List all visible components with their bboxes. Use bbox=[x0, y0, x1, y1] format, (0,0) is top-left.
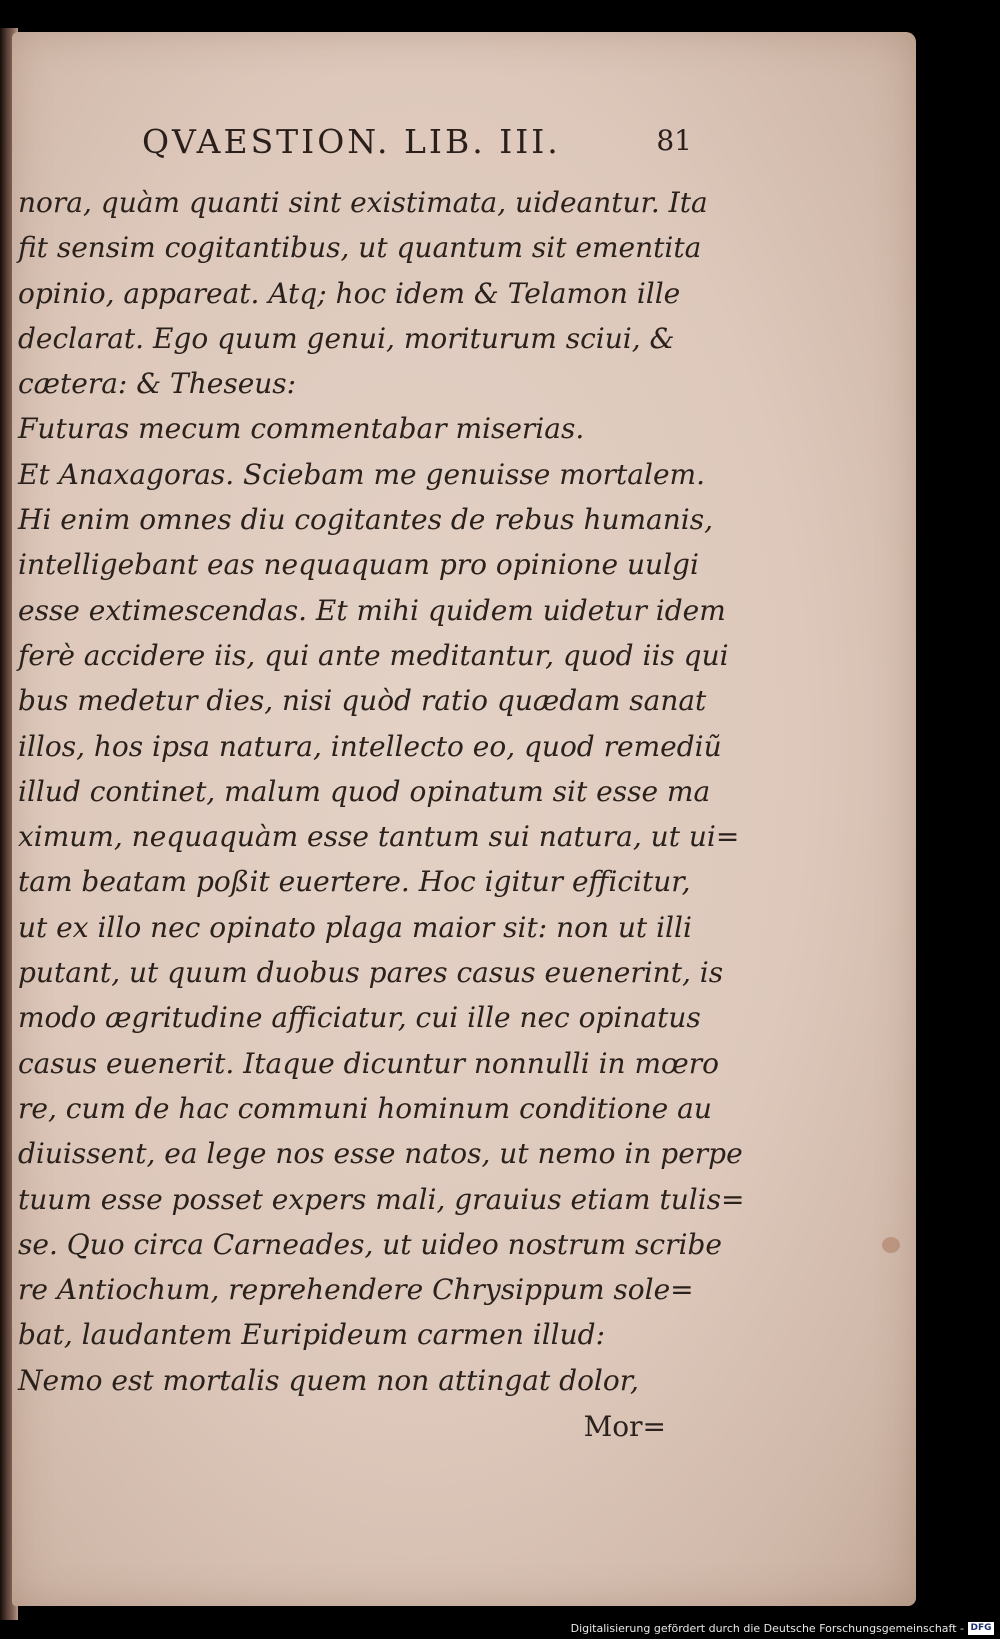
text-line: se. Quo circa Carneades, ut uideo nostrum scribe bbox=[18, 1227, 722, 1261]
text-line: intelligebant eas nequaquam pro opinione uulgi bbox=[18, 548, 699, 582]
text-line: opinio, appareat. Atq; hoc idem & Telamon ille bbox=[18, 276, 681, 310]
text-line: illud continet, malum quod opinatum sit esse ma bbox=[18, 774, 711, 808]
text-line: casus euenerit. Itaque dicuntur nonnulli in mœro bbox=[18, 1046, 719, 1080]
paper-stain bbox=[882, 1237, 900, 1253]
text-line: fit sensim cogitantibus, ut quantum sit ementita bbox=[18, 231, 702, 265]
dfg-logo: DFG bbox=[968, 1622, 994, 1635]
text-line: declarat. Ego quum genui, moriturum sciui, & bbox=[18, 321, 675, 355]
text-line: re, cum de hac communi hominum conditione au bbox=[18, 1091, 712, 1125]
text-line: re Antiochum, reprehendere Chrysippum sole= bbox=[18, 1273, 694, 1307]
text-line: tam beatam poßit euertere. Hoc igitur efficitur, bbox=[18, 865, 691, 899]
verse-line: Futuras mecum commentabar miserias. bbox=[18, 412, 585, 446]
running-title: QVAESTION. LIB. III. bbox=[142, 122, 561, 161]
text-line: Et Anaxagoras. Sciebam me genuisse mortalem. bbox=[18, 457, 705, 491]
text-line: diuissent, ea lege nos esse natos, ut nemo in perpe bbox=[18, 1137, 743, 1171]
book-page bbox=[12, 32, 916, 1606]
text-line: Hi enim omnes diu cogitantes de rebus humanis, bbox=[18, 503, 714, 537]
running-head bbox=[112, 116, 702, 166]
text-line: illos, hos ipsa natura, intellecto eo, quod remediũ bbox=[18, 729, 722, 763]
text-line: esse extimescendas. Et mihi quidem uidetur idem bbox=[18, 593, 726, 627]
body-text bbox=[18, 180, 745, 1403]
text-line: modo ægritudine afficiatur, cui ille nec opinatus bbox=[18, 1001, 701, 1035]
text-line: cætera: & Theseus: bbox=[18, 367, 297, 401]
text-line: ximum, nequaquàm esse tantum sui natura, ut ui= bbox=[18, 820, 740, 854]
text-line: ferè accidere iis, qui ante meditantur, quod iis qui bbox=[18, 638, 729, 672]
page-number: 81 bbox=[656, 124, 692, 157]
digitization-credit: Digitalisierung gefördert durch die Deutsche Forschungsgemeinschaft - bbox=[570, 1622, 964, 1635]
text-line: bus medetur dies, nisi quòd ratio quædam sanat bbox=[18, 684, 707, 718]
verse-line: Nemo est mortalis quem non attingat dolor, bbox=[18, 1363, 639, 1397]
catchword: Mor= bbox=[583, 1410, 666, 1443]
text-line: bat, laudantem Euripideum carmen illud: bbox=[18, 1318, 606, 1352]
text-line: nora, quàm quanti sint existimata, uideantur. Ita bbox=[18, 186, 708, 219]
text-line: putant, ut quum duobus pares casus euenerint, is bbox=[18, 956, 724, 990]
text-line: ut ex illo nec opinato plaga maior sit: non ut illi bbox=[18, 910, 692, 944]
text-line: tuum esse posset expers mali, grauius etiam tulis= bbox=[18, 1182, 745, 1216]
